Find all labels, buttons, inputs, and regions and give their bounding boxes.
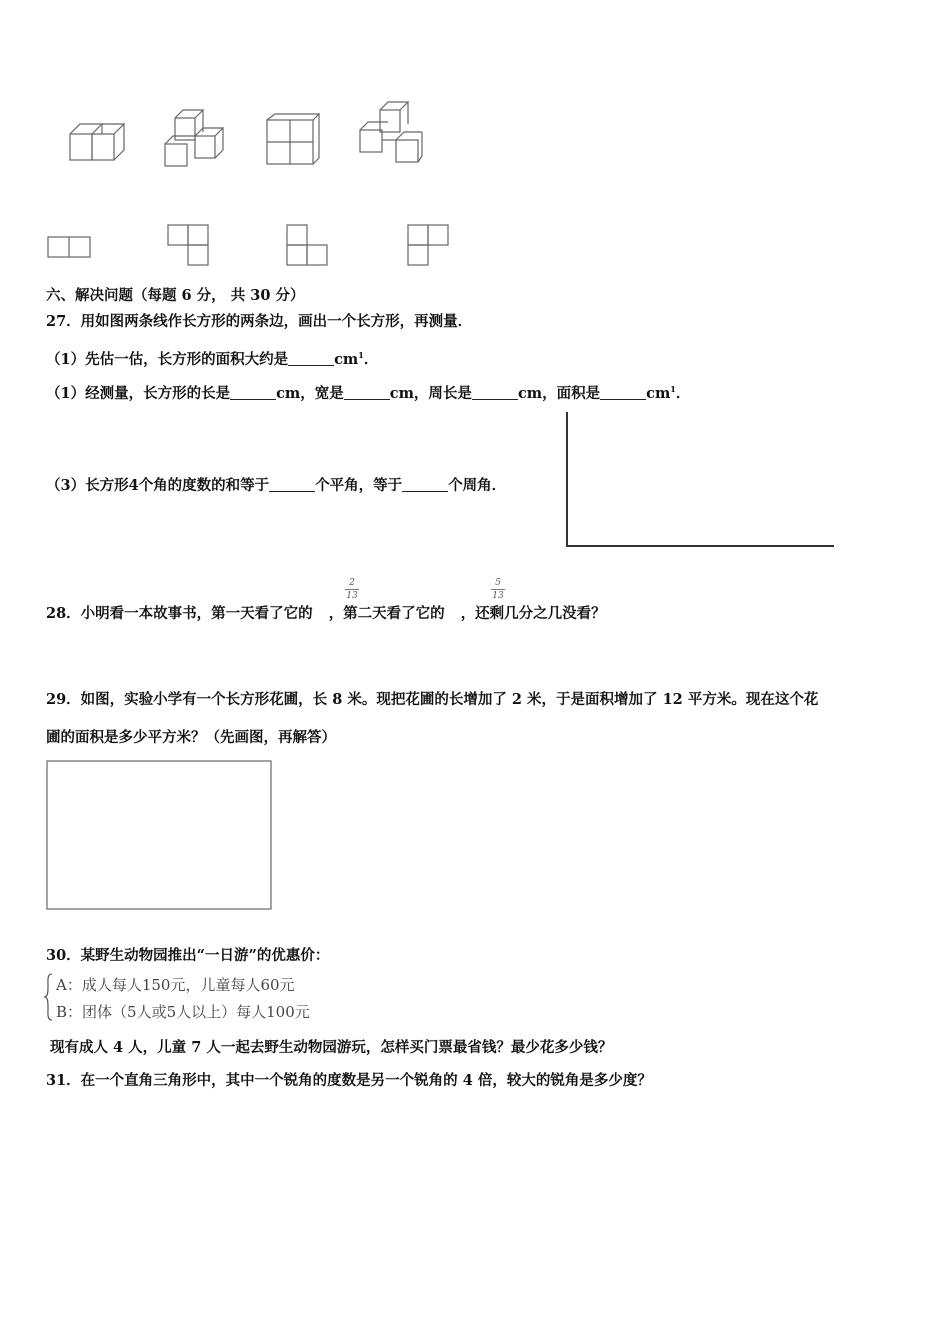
question-30-text: 现有成人 4 人，儿童 7 人一起去野生动物园游玩，怎样买门票最省钱？最少花多少钱？ (50, 1039, 613, 1056)
view-figure-2 (166, 223, 212, 269)
answer-blank[interactable] (402, 477, 448, 492)
answer-blank[interactable] (269, 477, 315, 492)
answer-blank[interactable] (288, 351, 334, 366)
question-28: 28．小明看一本故事书，第一天看了它的 ，第二天看了它的 ，还剩几分之几没看？ (46, 605, 606, 622)
cube-figure-3 (265, 112, 321, 166)
question-27-part2: （1）经测量，长方形的长是 cm，宽是 cm，周长是 cm，面积是 $cm^1$． (46, 384, 691, 402)
view-figure-3 (285, 223, 331, 269)
price-option-a: A：成人每人150元，儿童每人60元 (56, 976, 295, 994)
question-30-stem: 30．某野生动物园推出“一日游”的优惠价： (46, 947, 330, 964)
view-figure-4 (406, 223, 452, 269)
answer-blank[interactable] (472, 385, 518, 400)
answer-blank[interactable] (230, 385, 276, 400)
fraction-5-13: 5 13 (492, 578, 504, 601)
question-27-part1: （1）先估一估，长方形的面积大约是 $cm^1$． (46, 350, 379, 368)
cube-figure-4 (358, 100, 424, 166)
fraction-2-13: 2 13 (346, 578, 358, 601)
answer-blank[interactable] (344, 385, 390, 400)
question-31: 31．在一个直角三角形中，其中一个锐角的度数是另一个锐角的 4 倍，较大的锐角是多少度？ (46, 1072, 652, 1089)
question-29-line1: 29．如图，实验小学有一个长方形花圃，长 8 米。现把花圃的长增加了 2 米，于是面积增加了 12 平方米。现在这个花 (46, 691, 819, 708)
answer-blank[interactable] (600, 385, 646, 400)
rectangle-sides-figure (565, 410, 837, 550)
brace-icon (44, 972, 54, 1022)
flower-bed-rectangle (46, 760, 274, 912)
view-figure-1 (46, 235, 92, 259)
price-option-b: B：团体（5人或5人以上）每人100元 (56, 1003, 310, 1021)
cube-figure-1 (68, 120, 124, 164)
section-title: 六、解决问题（每题 6 分， 共 30 分） (46, 287, 305, 304)
question-27-part3: （3）长方形4个角的度数的和等于 个平角，等于 个周角． (46, 477, 507, 494)
question-29-line2: 圃的面积是多少平方米？（先画图，再解答） (46, 729, 336, 746)
cube-figure-2 (163, 108, 225, 168)
question-27-stem: 27．用如图两条线作长方形的两条边，画出一个长方形，再测量． (46, 313, 473, 330)
